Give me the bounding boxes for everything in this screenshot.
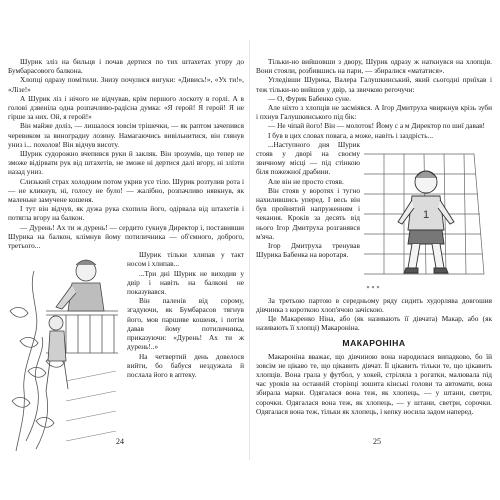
right-page [250,0,500,500]
paragraph: Макароніна вважає, що дівчиною вона народилася випадково, бо їй зовсім не цікаво те, що цікавить дівчат. Її цікавить тільки те, що цікавить хлопців. Вона грала у футбол, у хокей, стріляла з рогатки, малювала під час уроків на останній сторінці зошита кінські голови та автомати, вона збирала марки. Одягалася вона теж, як хлопець, — у штани, светри, сорочки. Одягалася вона теж, як хлопець, — у штани, светри, сорочки. Одягалася вона теж, тільки як хлопець, і кепку носила задом наперед. [256,351,492,416]
paragraph: — О, Фурик Бабенко суне. [268,93,351,103]
paragraph: — Не чіпай його! Він — молоток! Йому с а м Директор по шиї давав! [268,121,485,131]
paragraph: А Шурик ліз і нічого не відчував, крім першого лоскоту в горлі. А в голові дзвеніла одна розпачливо-радісна думка: «Я герой! Я герой! Я не гірше за них. Ой, я герой!» [8,93,244,122]
paragraph: — Дурень! Ах ти ж дурень! — сердито гукнув Директор і, поставивши Шурика на балкон, клімнув йому потиличника — об'ємного, доброго, третього... [8,222,244,251]
paragraph: На четвертий день довелося вийти, бо бабуся нездужала й послала його в аптеку. [127,351,244,379]
paragraph: ...Три дні Шурик не виходив у двір і навіть на балконі не показувався. [127,268,244,297]
page-number: 24 [116,437,124,446]
paragraph: І тут він відчув, як дужа рука схопила його, одірвала від штахетів і потягла вгору на балкон. [8,204,244,223]
paragraph: Слизький страх холодним потом укрив усе тіло. Шурик розтулив рота і — не кликнув, ні, голосу не було! — жалібно, розпачливо нявкнув, як маленьке замучене кошеня. [8,176,244,205]
paragraph: ...Наступного дня Шурик стояв у дворі на своєму звичному місці — під стінкою біля пожежної драбини. [256,139,360,177]
goalkeeper-sketch [364,144,492,284]
chapter-heading: МАКАРОНІНА [342,337,406,348]
paragraph: Він паленів від сорому, згадуючи, як Бумбарасов тягнув його, мов паршиве кошеня, і потім давав йому потиличника, приказуючи: «Дурень! Ах ти ж дурень!..» [127,296,244,352]
paragraph: Він стояв у воротях і тугно нахилившись уперед. І весь він був пройнятий напруженням і чекання. Кроків за десять від нього Ігор Дмитруха розганявся м'яча. [256,185,360,241]
paragraph: Це Макаренко Ніна, або (як називають її дівчата) Макар, або (як називають її хлопці) Макароніна. [256,314,492,333]
paragraph: Шурик тільки хлипав у такт носом і хлипав... [127,250,244,269]
paragraph: Але він не просто стояв. [268,176,344,186]
page-number: 25 [373,437,381,446]
paragraph: За третьою партою в середньому ряду сидить худорлява довгошия дівчинка з короткою хлоп'ячою зачіскою. [256,295,492,315]
paragraph: Він майже доліз, — лишалося зовсім трішечки, — як раптом зачепився черевиком за виноградну лозину. Намагаючись вивільнитися, він глянув униз і... похолов! Він відчув висоту. [8,121,244,149]
paragraph: І був в цих словах повага, а може, навіть і заздрість... [268,130,434,140]
section-divider: *** [366,285,382,292]
paragraph: Але ніхто з хлопців не засміявся. А Ігор Дмитруха чвиркнув крізь зуби і пхнув Галушкинського під бік: [256,103,492,122]
paragraph: Шурик судорожно вчепився руки й закляк. Він зрозумів, що тепер не зможе відірвати рук від штахетів, не зможе ні дертися далі вгору, ні злізти назад униз. [8,149,244,177]
illustration-goalkeeper [364,144,492,284]
paragraph: Ігор Дмитруха тренував Шурика Бабенка на воротаря. [256,241,360,260]
paragraph: Угледівши Шурика, Валера Галушкинський, який сьогодні приїхав і теж тільки-но вийшов у двір, за звичкою регочучи: [256,75,492,94]
illustration-balcony-rescue [6,251,122,451]
svg-text:1: 1 [422,208,430,221]
paragraph: Тільки-но вийшовши з двору, Шурик одразу ж наткнувся на хлопців. Вони стояли, розбившись на пари, — збиралися «мататися». [256,57,492,76]
paragraph: Хлопці одразу помітили. Знизу почулися вигуки: «Дивись!», «Ух ти!», «Лізе!» [8,75,244,94]
balcony-sketch [6,251,122,451]
paragraph: Шурик зліз на бильця і почав дертися по тих штахетах угору до Бумбарасового балкона. [8,57,244,76]
